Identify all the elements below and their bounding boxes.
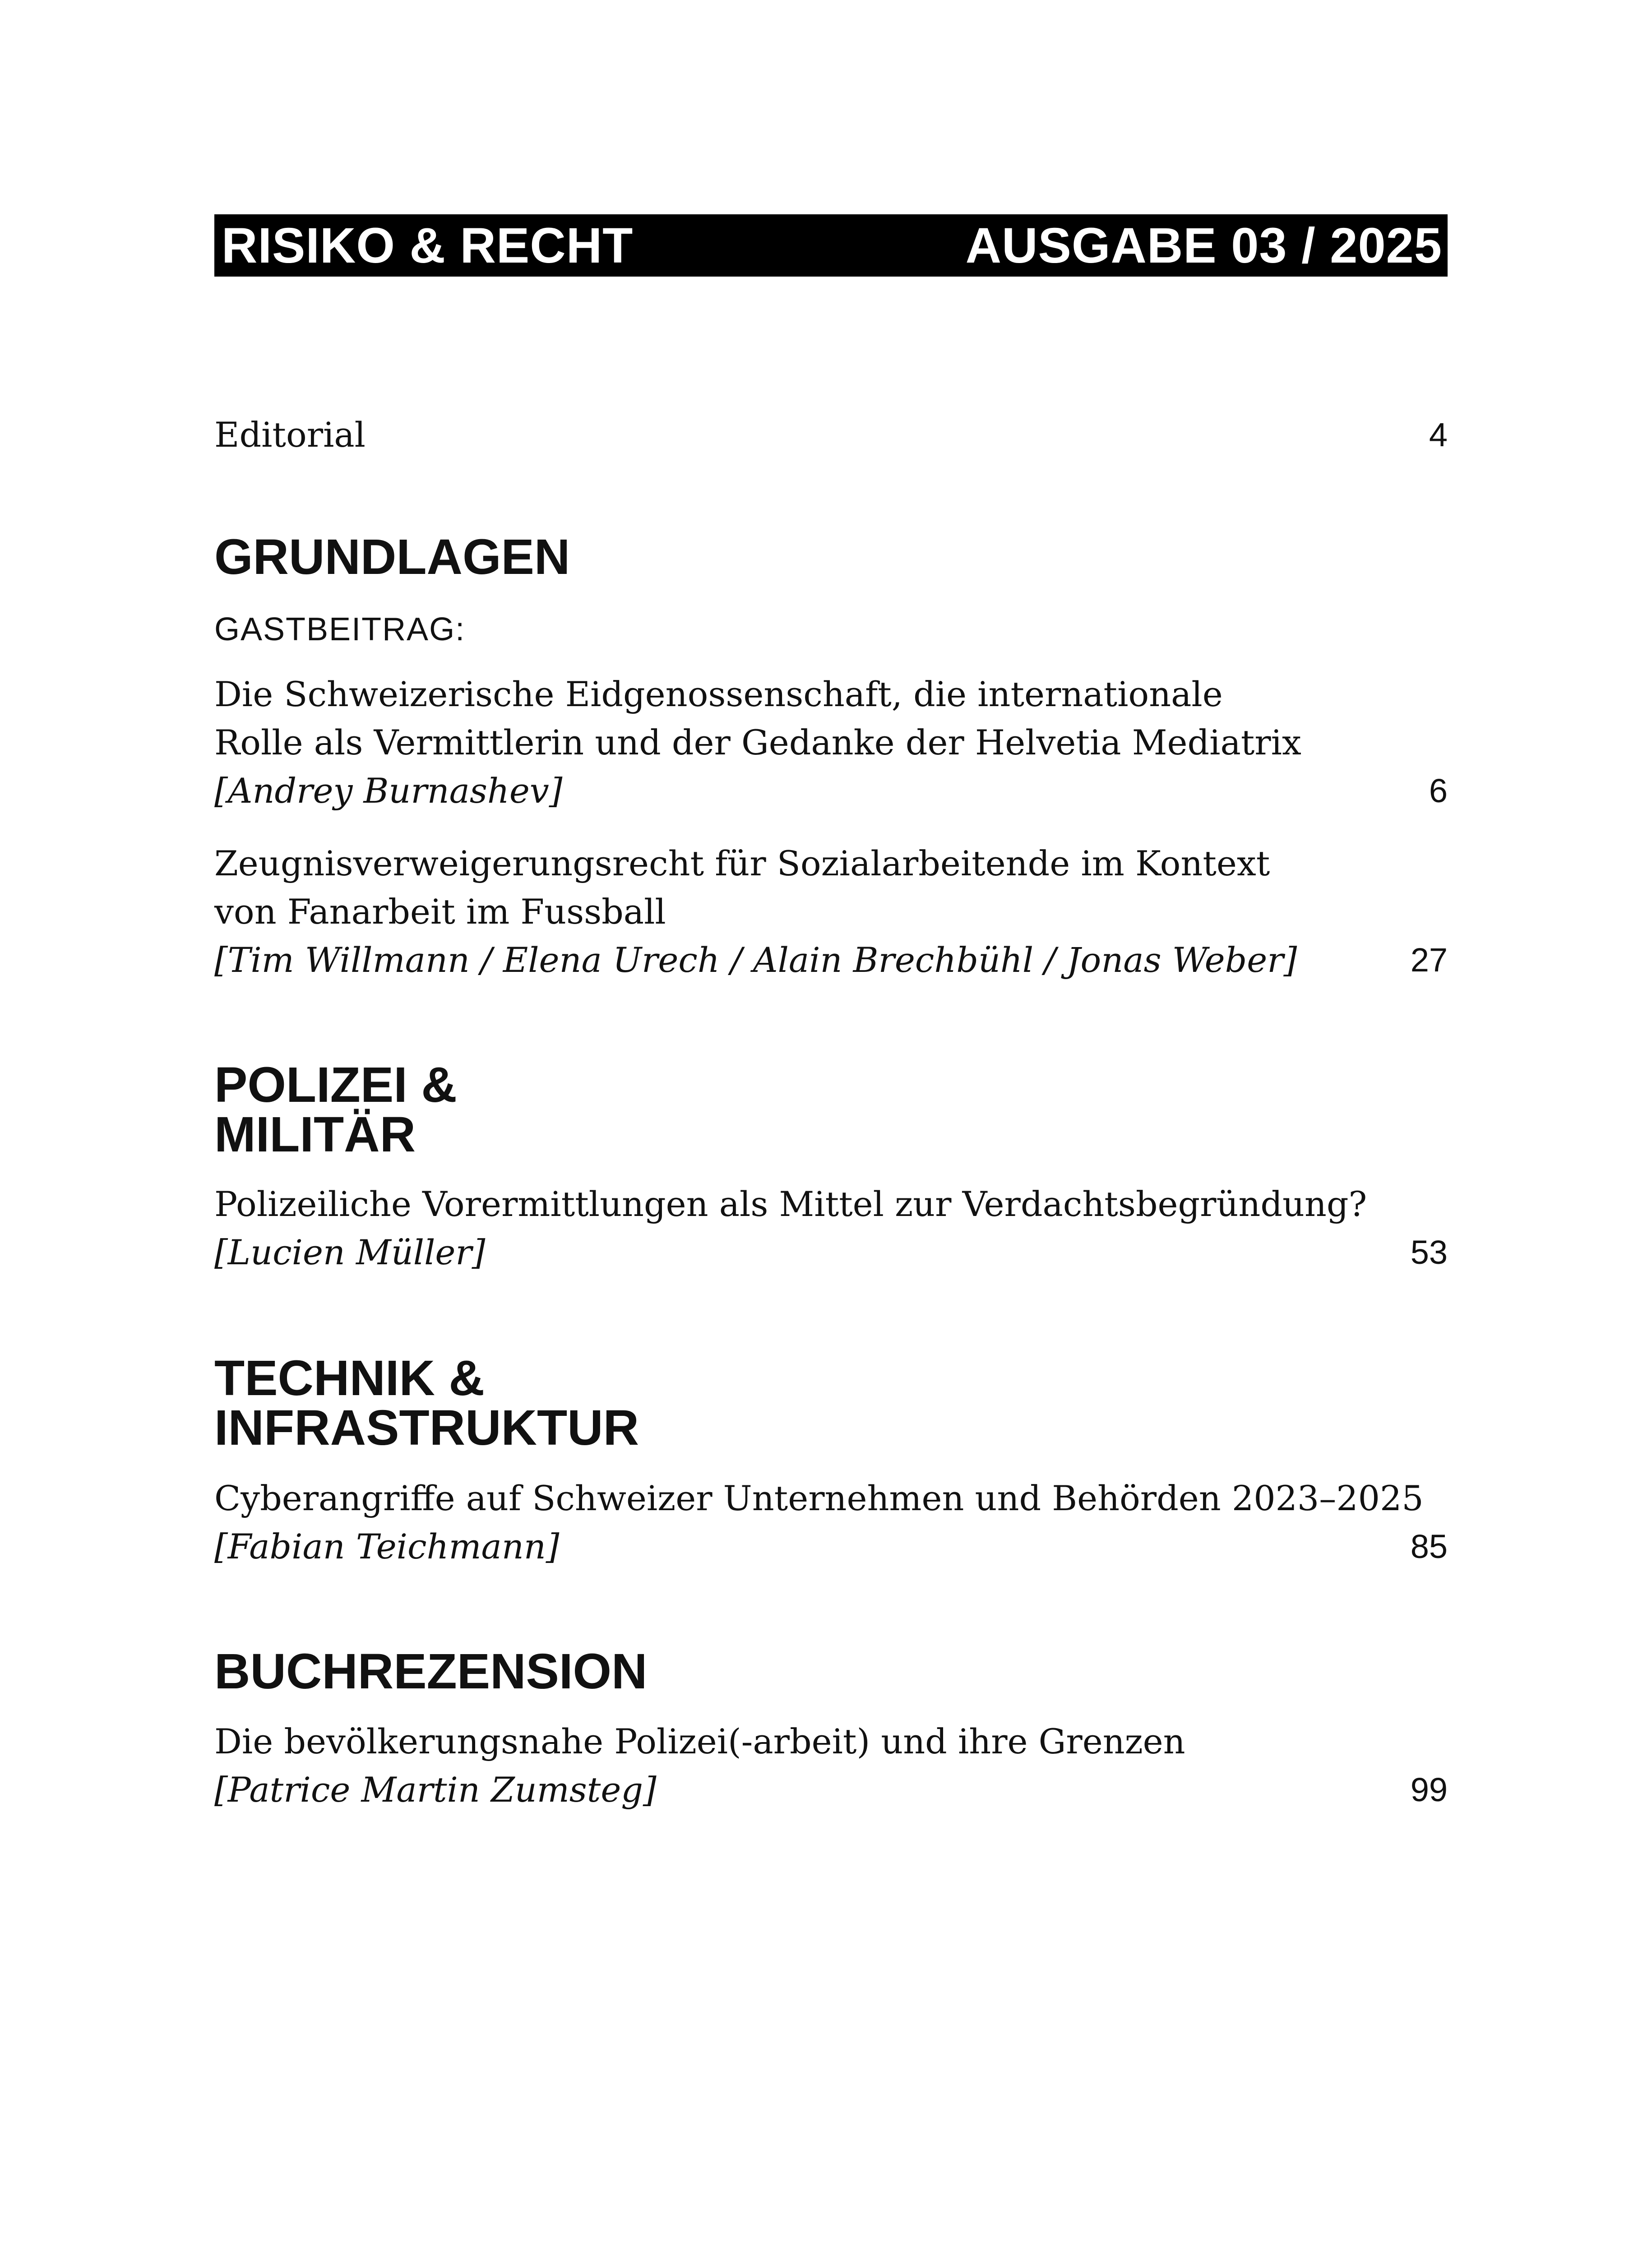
page-number: 4 <box>1429 416 1448 453</box>
section-heading-polizei-militaer <box>214 1057 1448 1162</box>
section-heading-line: BUCHREZENSION <box>214 1644 648 1699</box>
section-heading-buchrezension <box>214 1644 1448 1699</box>
entry-authors: [Patrice Martin Zumsteg] <box>214 1770 657 1810</box>
section-heading-line: POLIZEI & <box>214 1057 457 1113</box>
section-heading-line: INFRASTRUKTUR <box>214 1400 639 1456</box>
entry-authors: [Lucien Müller] <box>214 1232 486 1272</box>
section-label-gastbeitrag: GASTBEITRAG: <box>214 611 466 647</box>
issue-number: AUSGABE 03 / 2025 <box>965 217 1442 273</box>
entry-title-line: Cyberangriffe auf Schweizer Unternehmen und Behörden 2023–2025 <box>214 1478 1424 1518</box>
page-number: 85 <box>1410 1528 1448 1565</box>
toc-entry-editorial[interactable] <box>214 411 1448 459</box>
section-heading-line: TECHNIK & <box>214 1350 485 1406</box>
section-heading-line: GRUNDLAGEN <box>214 529 570 585</box>
section-heading-grundlagen <box>214 529 1448 585</box>
toc-entry[interactable] <box>214 1180 1448 1276</box>
section-heading-line: MILITÄR <box>214 1107 416 1162</box>
page-number: 99 <box>1410 1771 1448 1808</box>
page-number: 6 <box>1429 772 1448 809</box>
entry-title-line: Die Schweizerische Eidgenossenschaft, die internationale <box>214 674 1223 714</box>
journal-title: RISIKO & RECHT <box>222 217 634 273</box>
page-number: 27 <box>1410 941 1448 979</box>
entry-title-line: Rolle als Vermittlerin und der Gedanke der Helvetia Mediatrix <box>214 722 1301 763</box>
journal-header-bar <box>214 214 1448 277</box>
entry-title-line: Zeugnisverweigerungsrecht für Sozialarbeitende im Kontext <box>214 843 1270 883</box>
entry-authors: [Tim Willmann / Elena Urech / Alain Brechbühl / Jonas Weber] <box>214 940 1297 980</box>
toc-entry[interactable] <box>214 670 1448 815</box>
entry-authors: [Fabian Teichmann] <box>214 1526 560 1567</box>
entry-title-line: Die bevölkerungsnahe Polizei(-arbeit) und ihre Grenzen <box>214 1721 1185 1761</box>
entry-authors: [Andrey Burnashev] <box>214 771 563 811</box>
toc-entry[interactable] <box>214 1717 1448 1814</box>
entry-title: Editorial <box>214 415 366 455</box>
entry-title-line: von Fanarbeit im Fussball <box>214 892 666 932</box>
entry-title-line: Polizeiliche Vorermittlungen als Mittel zur Verdachtsbegründung? <box>214 1184 1367 1224</box>
toc-entry[interactable] <box>214 1474 1448 1571</box>
page-number: 53 <box>1410 1234 1448 1271</box>
toc-entry[interactable] <box>214 839 1448 984</box>
section-heading-technik-infrastruktur <box>214 1350 1448 1456</box>
